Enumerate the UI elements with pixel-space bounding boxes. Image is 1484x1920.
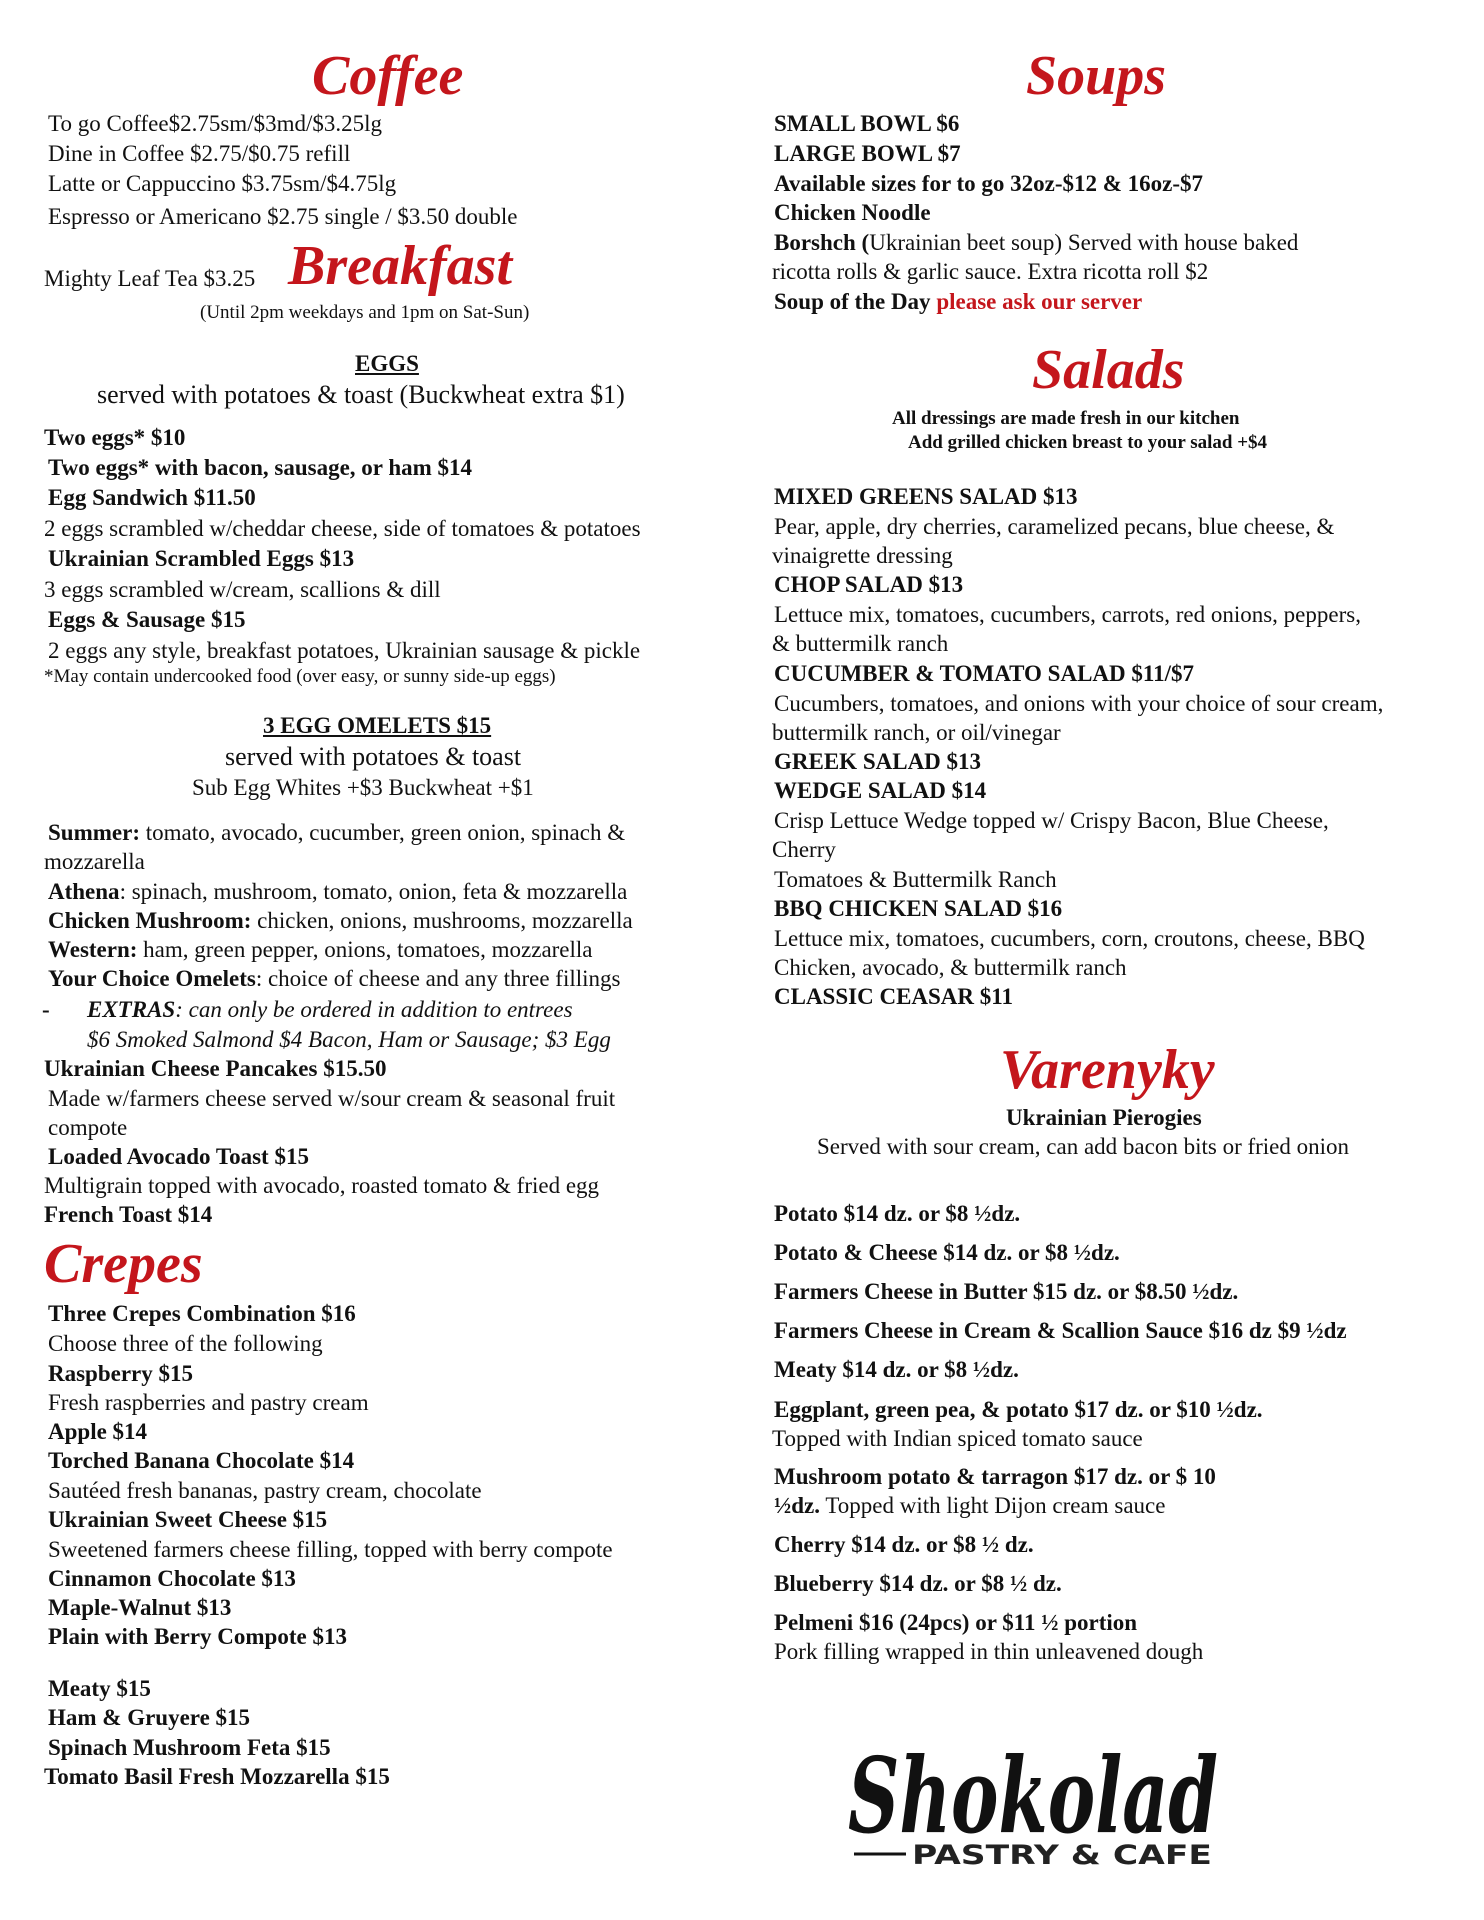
- omelets-heading: 3 EGG OMELETS $15: [263, 713, 492, 738]
- menu-item-desc: Made w/farmers cheese served w/sour cream & seasonal fruit: [48, 1086, 616, 1111]
- menu-item: Eggs & Sausage $15: [48, 607, 246, 632]
- salads-heading: Salads: [1032, 339, 1185, 401]
- menu-item: Tomato Basil Fresh Mozzarella $15: [44, 1764, 390, 1789]
- menu-item: Eggplant, green pea, & potato $17 dz. or $10 ½dz.: [774, 1397, 1263, 1422]
- menu-item-desc: Pork filling wrapped in thin unleavened dough: [774, 1639, 1204, 1664]
- omelet-desc: : spinach, mushroom, tomato, onion, feta & mozzarella: [119, 879, 628, 904]
- menu-item-desc: Crisp Lettuce Wedge topped w/ Crispy Bacon, Blue Cheese,: [774, 808, 1329, 833]
- menu-item-desc: Multigrain topped with avocado, roasted tomato & fried egg: [44, 1173, 600, 1198]
- varenyky-heading: Varenyky: [1000, 1039, 1215, 1101]
- menu-item-desc: Tomatoes & Buttermilk Ranch: [774, 867, 1057, 892]
- varenyky-note: Served with sour cream, can add bacon bits or fried onion: [817, 1134, 1350, 1159]
- borshch-item: [774, 229, 1298, 257]
- salads-note: Add grilled chicken breast to your salad +$4: [908, 432, 1268, 453]
- menu-item: Two eggs* $10: [44, 425, 186, 450]
- breakfast-heading: Breakfast: [288, 235, 512, 297]
- undercooked-note: *May contain undercooked food (over easy, or sunny side-up eggs): [44, 666, 556, 687]
- menu-item: CLASSIC CEASAR $11: [774, 984, 1014, 1009]
- breakfast-hours: (Until 2pm weekdays and 1pm on Sat-Sun): [200, 302, 530, 323]
- borshch-name: Borshch (: [774, 230, 870, 255]
- omelet-desc: mozzarella: [44, 849, 145, 874]
- menu-item-desc: Lettuce mix, tomatoes, cucumbers, carrots, red onions, peppers,: [774, 602, 1361, 627]
- menu-line: Dine in Coffee $2.75/$0.75 refill: [48, 141, 351, 166]
- menu-item: Plain with Berry Compote $13: [48, 1624, 347, 1649]
- omelet-desc: ham, green pepper, onions, tomatoes, mozzarella: [137, 937, 593, 962]
- menu-item: Apple $14: [48, 1419, 148, 1444]
- menu-item-desc: 2 eggs any style, breakfast potatoes, Ukrainian sausage & pickle: [48, 638, 641, 663]
- menu-line: To go Coffee$2.75sm/$3md/$3.25lg: [48, 111, 383, 136]
- menu-item: Meaty $14 dz. or $8 ½dz.: [774, 1357, 1019, 1382]
- menu-item-desc: Cherry: [772, 837, 836, 862]
- menu-item: Potato $14 dz. or $8 ½dz.: [774, 1201, 1021, 1226]
- varenyky-subtitle: Ukrainian Pierogies: [1006, 1105, 1202, 1130]
- omelets-options: Sub Egg Whites +$3 Buckwheat +$1: [192, 775, 534, 800]
- soup-of-day: [774, 288, 1142, 316]
- menu-item: Egg Sandwich $11.50: [48, 485, 256, 510]
- coffee-heading: Coffee: [312, 45, 464, 107]
- menu-item: GREEK SALAD $13: [774, 749, 982, 774]
- menu-item: Ukrainian Sweet Cheese $15: [48, 1507, 328, 1532]
- menu-item-desc: Choose three of the following: [48, 1331, 323, 1356]
- extras-prices: $6 Smoked Salmond $4 Bacon, Ham or Sausage; $3 Egg: [87, 1027, 611, 1052]
- menu-item: Available sizes for to go 32oz-$12 & 16oz-$7: [774, 171, 1204, 196]
- menu-line: Espresso or Americano $2.75 single / $3.50 double: [48, 204, 518, 229]
- soups-heading: Soups: [1026, 45, 1167, 107]
- eggs-subheading: served with potatoes & toast (Buckwheat extra $1): [97, 380, 625, 409]
- omelet-name: Chicken Mushroom:: [48, 908, 252, 933]
- half-dozen-label: ½dz.: [774, 1493, 820, 1518]
- menu-item: WEDGE SALAD $14: [774, 778, 987, 803]
- menu-item: Loaded Avocado Toast $15: [48, 1144, 309, 1169]
- menu-item: Ham & Gruyere $15: [48, 1705, 251, 1730]
- eggs-heading: EGGS: [355, 351, 419, 376]
- soup-of-day-label: Soup of the Day: [774, 289, 937, 314]
- menu-item: Mushroom potato & tarragon $17 dz. or $ 10: [774, 1464, 1216, 1489]
- menu-item-desc: Sautéed fresh bananas, pastry cream, chocolate: [48, 1478, 482, 1503]
- omelet-item: [48, 936, 593, 964]
- menu-item: Raspberry $15: [48, 1361, 194, 1386]
- menu-item-desc: & buttermilk ranch: [772, 631, 949, 656]
- omelet-desc: : choice of cheese and any three fillings: [255, 966, 621, 991]
- menu-item: CUCUMBER & TOMATO SALAD $11/$7: [774, 661, 1195, 686]
- menu-line: Mighty Leaf Tea $3.25: [44, 266, 256, 291]
- soup-of-day-ask: please ask our server: [936, 289, 1143, 314]
- menu-item: Ukrainian Cheese Pancakes $15.50: [44, 1056, 387, 1081]
- menu-item-desc: Fresh raspberries and pastry cream: [48, 1390, 369, 1415]
- menu-item: SMALL BOWL $6: [774, 111, 960, 136]
- omelet-item: [48, 819, 625, 847]
- shokolad-logo: [848, 1714, 1228, 1890]
- menu-item: Pelmeni $16 (24pcs) or $11 ½ portion: [774, 1610, 1138, 1635]
- menu-item: Chicken Noodle: [774, 200, 931, 225]
- menu-item: Three Crepes Combination $16: [48, 1301, 356, 1326]
- menu-item-desc: [774, 1492, 1165, 1520]
- omelet-item: [44, 848, 145, 876]
- menu-item-desc: 2 eggs scrambled w/cheddar cheese, side of tomatoes & potatoes: [44, 516, 641, 541]
- menu-line: Latte or Cappuccino $3.75sm/$4.75lg: [48, 171, 397, 196]
- menu-item-desc: vinaigrette dressing: [772, 543, 953, 568]
- menu-item-desc: buttermilk ranch, or oil/vinegar: [772, 720, 1061, 745]
- menu-item: Cinnamon Chocolate $13: [48, 1566, 296, 1591]
- menu-item-desc: Topped with Indian spiced tomato sauce: [772, 1426, 1143, 1451]
- menu-item: BBQ CHICKEN SALAD $16: [774, 896, 1063, 921]
- extras-text: : can only be ordered in addition to entrees: [175, 997, 573, 1022]
- menu-item-desc: Lettuce mix, tomatoes, cucumbers, corn, croutons, cheese, BBQ: [774, 926, 1365, 951]
- menu-item: Two eggs* with bacon, sausage, or ham $14: [48, 455, 473, 480]
- extras-line: [87, 996, 573, 1024]
- menu-item: Ukrainian Scrambled Eggs $13: [48, 546, 355, 571]
- logo-script: Shokolad: [848, 1734, 1218, 1857]
- menu-item-desc: Pear, apple, dry cherries, caramelized pecans, blue cheese, &: [774, 514, 1335, 539]
- menu-item: Maple-Walnut $13: [48, 1595, 232, 1620]
- omelet-item: [48, 878, 627, 906]
- omelets-subheading: served with potatoes & toast: [225, 742, 522, 771]
- logo-tagline: PASTRY & CAFE: [912, 1840, 1212, 1871]
- omelet-name: Western:: [48, 937, 138, 962]
- menu-item: Meaty $15: [48, 1676, 151, 1701]
- menu-item: Potato & Cheese $14 dz. or $8 ½dz.: [774, 1240, 1120, 1265]
- omelet-item: [48, 965, 620, 993]
- menu-item-desc: Sweetened farmers cheese filling, topped with berry compote: [48, 1537, 613, 1562]
- menu-item: Blueberry $14 dz. or $8 ½ dz.: [774, 1571, 1062, 1596]
- menu-item: Spinach Mushroom Feta $15: [48, 1735, 331, 1760]
- menu-item-desc: 3 eggs scrambled w/cream, scallions & dill: [44, 577, 441, 602]
- borshch-desc: Ukrainian beet soup) Served with house baked: [869, 230, 1299, 255]
- crepes-heading: Crepes: [44, 1233, 203, 1295]
- extras-label: EXTRAS: [87, 997, 176, 1022]
- menu-item: Farmers Cheese in Butter $15 dz. or $8.50 ½dz.: [774, 1279, 1239, 1304]
- menu-item-desc: compote: [48, 1115, 128, 1140]
- menu-item: LARGE BOWL $7: [774, 141, 961, 166]
- menu-item: MIXED GREENS SALAD $13: [774, 484, 1078, 509]
- menu-item-desc: Chicken, avocado, & buttermilk ranch: [774, 955, 1127, 980]
- menu-item: Torched Banana Chocolate $14: [48, 1448, 355, 1473]
- menu-item: Farmers Cheese in Cream & Scallion Sauce $16 dz $9 ½dz: [774, 1318, 1347, 1343]
- menu-item: French Toast $14: [44, 1202, 213, 1227]
- salads-note: All dressings are made fresh in our kitchen: [892, 408, 1240, 429]
- menu-item-desc: Cucumbers, tomatoes, and onions with your choice of sour cream,: [774, 691, 1384, 716]
- menu-item: Cherry $14 dz. or $8 ½ dz.: [774, 1532, 1034, 1557]
- omelet-desc: chicken, onions, mushrooms, mozzarella: [251, 908, 633, 933]
- mushroom-desc: Topped with light Dijon cream sauce: [820, 1493, 1166, 1518]
- borshch-desc-2: ricotta rolls & garlic sauce. Extra ricotta roll $2: [772, 259, 1209, 284]
- omelet-name: Summer:: [48, 820, 140, 845]
- menu-item: CHOP SALAD $13: [774, 572, 964, 597]
- omelet-name: Your Choice Omelets: [48, 966, 256, 991]
- omelet-item: [48, 907, 633, 935]
- omelet-name: Athena: [48, 879, 120, 904]
- omelet-desc: tomato, avocado, cucumber, green onion, spinach &: [139, 820, 626, 845]
- extras-bullet: -: [42, 997, 50, 1022]
